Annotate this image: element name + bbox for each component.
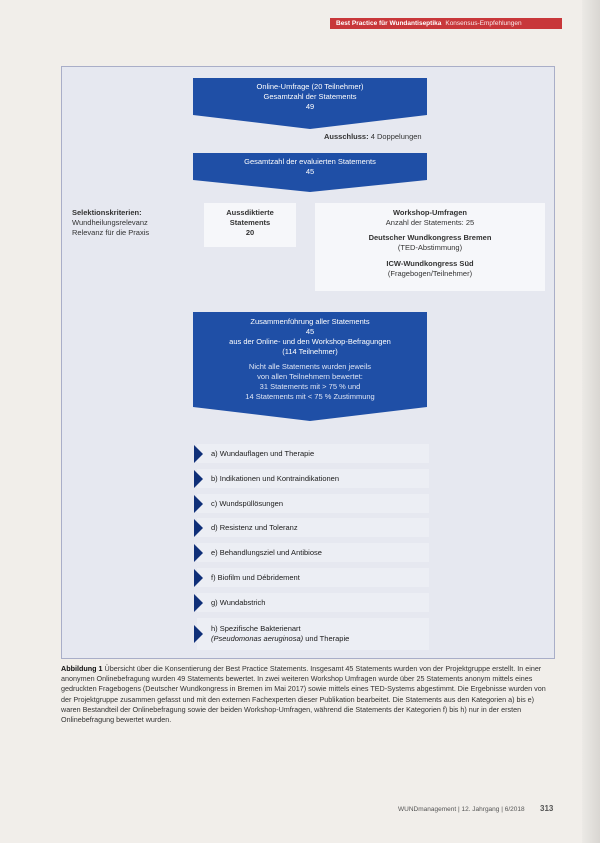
- merge-title: Zusammenführung aller Statements: [250, 317, 370, 326]
- category-row: [197, 543, 429, 562]
- merge-note1: Nicht alle Statements wurden jeweils: [248, 362, 372, 371]
- survey-count: 49: [305, 102, 315, 111]
- merge-line2: aus der Online- und den Workshop-Befragungen: [229, 337, 391, 346]
- triangle-arrow-icon: [194, 519, 203, 537]
- caption-label: Abbildung 1: [61, 664, 103, 673]
- merge-note4: 14 Statements mit < 75 % Zustimmung: [245, 392, 375, 401]
- page-number: 313: [540, 804, 554, 813]
- category-label: e) Behandlungsziel und Antibiose: [211, 548, 322, 557]
- triangle-arrow-icon: [194, 470, 203, 488]
- triangle-arrow-icon: [194, 495, 203, 513]
- congress1-sub: (TED-Abstimmung): [397, 243, 463, 252]
- triangle-arrow-icon: [194, 544, 203, 562]
- survey-arrow-tip: [193, 115, 427, 129]
- criteria-line2: Relevanz für die Praxis: [72, 228, 150, 237]
- triangle-arrow-icon: [194, 569, 203, 587]
- category-h-line1: h) Spezifische Bakterienart: [211, 624, 301, 633]
- exclusion-note: [324, 132, 422, 142]
- evaluated-box: [193, 153, 427, 192]
- triangle-arrow-icon: [194, 445, 203, 463]
- category-h-italic: (Pseudomonas aeruginosa): [211, 634, 304, 643]
- category-label: a) Wundauflagen und Therapie: [211, 449, 315, 458]
- congress2-sub: (Fragebogen/Teilnehmer): [387, 269, 473, 278]
- category-label: c) Wundspüllösungen: [211, 499, 283, 508]
- category-row: [197, 444, 429, 463]
- journal-footer: WUNDmanagement | 12. Jahrgang | 6/2018: [398, 806, 525, 813]
- evaluated-arrow-tip: [193, 180, 427, 192]
- survey-line2: Gesamtzahl der Statements: [263, 92, 357, 101]
- caption-text: Übersicht über die Konsentierung der Best Practice Statements. Insgesamt 45 Statements wurden von der Projektgruppe erstellt. In einer anonymen Onlinebefragung wurden 49 Statements bewertet. In zwei weiteren Workshop Umfragen wurde über 25 Statements anonym mittels eines gedruckten Fragebogens (Deutscher Wundkongress in Bremen im Mai 2017) sowie mittels eines TED-Systems abgestimmt. Die Ergebnisse wurden von der Projektgruppe zusammen gefasst und mit den externen Fachexperten dieser Publikation bearbeitet. Die Statements aus den Kategorien a) bis e) waren Bestandteil der Onlinebefragung sowie der beiden Workshop-Umfragen, während die Statements der Kategorien f) bis h) nur in der ersten Onlinebefragung bewertet wurden.: [61, 664, 546, 725]
- category-row: [197, 618, 429, 650]
- selection-criteria: [72, 208, 149, 238]
- merge-count: 45: [305, 327, 315, 336]
- merge-note2: von allen Teilnehmern bewertet:: [257, 372, 363, 381]
- triangle-arrow-icon: [194, 625, 203, 643]
- workshop-box: [315, 203, 545, 291]
- running-header: [330, 18, 562, 29]
- category-row: [197, 494, 429, 513]
- category-row: [197, 469, 429, 488]
- merge-arrow-tip: [193, 407, 427, 421]
- workshop-title: Workshop-Umfragen: [392, 208, 468, 217]
- category-row: [197, 568, 429, 587]
- running-header-subtitle: Konsensus-Empfehlungen: [445, 20, 522, 27]
- merge-note3: 31 Statements mit > 75 % und: [259, 382, 361, 391]
- category-h-rest: und Therapie: [303, 634, 350, 643]
- selected-statements-box: [204, 203, 296, 247]
- page-edge-shadow: [582, 0, 600, 843]
- category-row: [197, 518, 429, 537]
- triangle-arrow-icon: [194, 594, 203, 612]
- category-h-label: [211, 624, 349, 644]
- congress1: Deutscher Wundkongress Bremen: [368, 233, 492, 242]
- category-label: g) Wundabstrich: [211, 598, 266, 607]
- merge-line3: (114 Teilnehmer): [282, 347, 338, 356]
- category-row: [197, 593, 429, 612]
- selected-line2: Statements: [229, 218, 271, 227]
- selected-title: Aussdiktierte: [226, 208, 274, 217]
- criteria-title: Selektionskriterien:: [72, 208, 142, 217]
- flow-diagram-figure: [61, 66, 555, 659]
- category-label: d) Resistenz und Toleranz: [211, 523, 298, 532]
- congress2: ICW-Wundkongress Süd: [386, 259, 474, 268]
- merge-box: [193, 312, 427, 421]
- selected-count: 20: [245, 228, 255, 237]
- criteria-line1: Wundheilungsrelevanz: [72, 218, 148, 227]
- workshop-count: Anzahl der Statements: 25: [385, 218, 475, 227]
- category-label: b) Indikationen und Kontraindikationen: [211, 474, 340, 483]
- evaluated-title: Gesamtzahl der evaluierten Statements: [244, 157, 376, 166]
- running-header-title: Best Practice für Wundantiseptika: [336, 20, 442, 27]
- category-label: f) Biofilm und Débridement: [211, 573, 300, 582]
- evaluated-count: 45: [305, 167, 315, 176]
- survey-title: Online-Umfrage (20 Teilnehmer): [256, 82, 364, 91]
- exclusion-label: Ausschluss:: [324, 132, 369, 141]
- exclusion-value: 4 Doppelungen: [370, 132, 422, 141]
- survey-box: [193, 78, 427, 129]
- figure-caption: [61, 664, 555, 725]
